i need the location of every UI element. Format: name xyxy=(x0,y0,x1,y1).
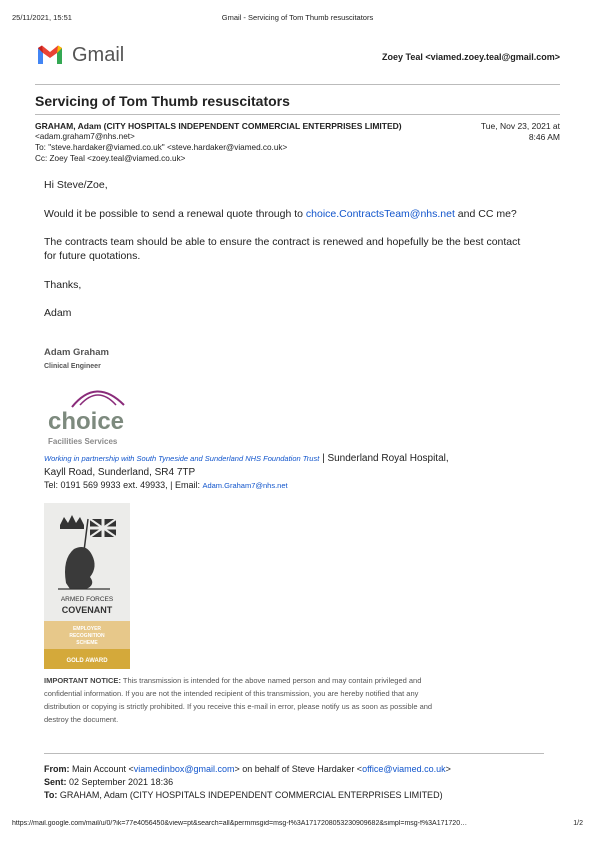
gmail-logo-icon xyxy=(36,44,64,66)
message-date xyxy=(481,121,560,143)
message-date-line2: 8:46 AM xyxy=(528,132,560,142)
notice-line4: destroy the document. xyxy=(44,715,119,724)
covenant-line1: ARMED FORCES xyxy=(60,596,114,603)
fw-from-text2: > on behalf of Steve Hardaker < xyxy=(234,764,363,774)
account-label: Zoey Teal <viamed.zoey.teal@gmail.com> xyxy=(381,52,560,62)
address-line1: | Sunderland Royal Hospital, xyxy=(319,453,449,464)
subject-divider xyxy=(35,114,560,115)
print-url: https://mail.google.com/mail/u/0/?ik=77e4056450&view=pt&search=all&permmsgid=msg-f%3A1717208053230909682&simpl=msg-f%3A171720… xyxy=(12,820,468,827)
signature-name: Adam Graham xyxy=(44,347,109,358)
signature-email-link[interactable]: Adam.Graham7@nhs.net xyxy=(202,481,288,490)
p2-line2: for future quotations. xyxy=(44,250,141,262)
print-page-number: 1/2 xyxy=(573,820,583,827)
notice-label: IMPORTANT NOTICE: xyxy=(44,676,121,685)
p1-before: Would it be possible to send a renewal quote through to xyxy=(44,208,306,220)
important-notice xyxy=(44,674,534,726)
scheme-line2: RECOGNITION xyxy=(69,633,105,639)
tel-text: Tel: 0191 569 9933 ext. 49933, | Email: xyxy=(44,480,203,490)
signature-role: Clinical Engineer xyxy=(44,363,101,370)
notice-line3: distribution or copying is strictly prohibited. If you receive this e-mail in error, please notify us as soon as possible and xyxy=(44,702,433,711)
fw-sent-label: Sent: xyxy=(44,777,67,787)
signoff: Adam xyxy=(44,307,72,319)
partner-address xyxy=(44,452,544,480)
message-date-line1: Tue, Nov 23, 2021 at xyxy=(480,121,560,131)
gmail-wordmark: Gmail xyxy=(72,44,125,66)
choice-logo-icon xyxy=(46,383,132,449)
covenant-line2: COVENANT xyxy=(61,605,113,615)
notice-line2: confidential information. If you are not the intended recipient of this transmission, you are hereby notified that any xyxy=(44,689,419,698)
fw-to-label: To: xyxy=(44,790,58,800)
sender-name: GRAHAM, Adam (CITY HOSPITALS INDEPENDENT COMMERCIAL ENTERPRISES LIMITED) xyxy=(35,121,402,131)
print-datetime: 25/11/2021, 15:51 xyxy=(12,13,72,22)
print-title: Gmail - Servicing of Tom Thumb resuscitators xyxy=(221,13,374,22)
partner-text: Working in partnership with South Tyneside and Sunderland NHS Foundation Trust xyxy=(44,454,320,463)
forwarded-sent xyxy=(44,777,173,787)
gold-award: GOLD AWARD xyxy=(66,658,108,664)
tel-line xyxy=(44,480,288,490)
to-line: To: "steve.hardaker@viamed.co.uk" <steve.hardaker@viamed.co.uk> xyxy=(35,143,288,152)
p2-line1: The contracts team should be able to ensure the contract is renewed and hopefully be the best contact xyxy=(44,236,521,248)
forward-divider xyxy=(44,753,544,754)
p1-after: and CC me? xyxy=(454,208,517,220)
thanks: Thanks, xyxy=(44,279,82,291)
message-subject: Servicing of Tom Thumb resuscitators xyxy=(35,93,290,109)
scheme-line1: EMPLOYER xyxy=(72,626,102,632)
forwarded-from xyxy=(44,764,451,774)
choice-logo-word: choice xyxy=(48,408,125,435)
scheme-line3: SCHEME xyxy=(76,640,98,646)
fw-office-email-link[interactable]: office@viamed.co.uk xyxy=(362,764,446,774)
cc-line: Cc: Zoey Teal <zoey.teal@viamed.co.uk> xyxy=(35,154,186,163)
fw-from-email-link[interactable]: viamedinbox@gmail.com xyxy=(133,764,235,774)
fw-from-text3: > xyxy=(445,764,451,774)
body-paragraph-2 xyxy=(44,235,520,263)
forwarded-to xyxy=(44,790,443,800)
greeting: Hi Steve/Zoe, xyxy=(44,179,108,191)
sender-email: <adam.graham7@nhs.net> xyxy=(35,132,135,141)
fw-to-text: GRAHAM, Adam (CITY HOSPITALS INDEPENDENT COMMERCIAL ENTERPRISES LIMITED) xyxy=(57,790,443,800)
body-paragraph-1 xyxy=(44,207,517,221)
header-divider xyxy=(35,84,560,85)
armed-forces-covenant-icon xyxy=(44,503,130,669)
address-line2: Kayll Road, Sunderland, SR4 7TP xyxy=(44,467,196,478)
fw-from-text1: Main Account < xyxy=(69,764,134,774)
contracts-team-link[interactable]: choice.ContractsTeam@nhs.net xyxy=(305,208,455,220)
notice-line1: This transmission is intended for the above named person and may contain privileged and xyxy=(120,676,422,685)
fw-from-label: From: xyxy=(44,764,70,774)
choice-logo-sub: Facilities Services xyxy=(48,437,118,446)
fw-sent-text: 02 September 2021 18:36 xyxy=(66,777,174,787)
